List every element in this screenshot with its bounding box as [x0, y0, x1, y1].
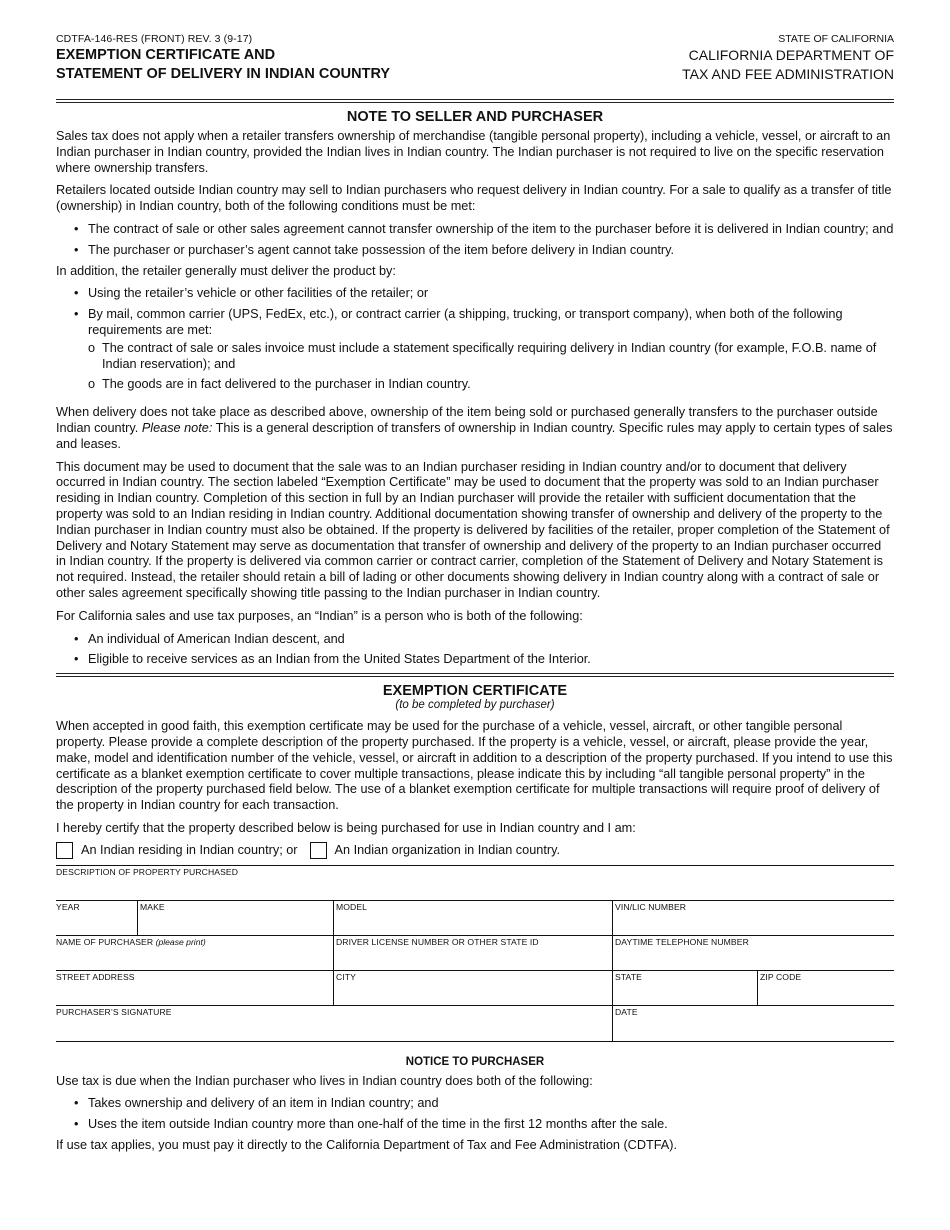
- list-item: o The contract of sale or sales invoice must include a statement specifically requiring delivery in Indian country (for example, F.O.B. name of Indian reservation); and: [88, 340, 877, 371]
- note-section: [56, 109, 894, 668]
- form-id: CDTFA-146-RES (FRONT) REV. 3 (9-17): [56, 33, 253, 45]
- indian-definition-list: [56, 632, 894, 669]
- indian-resident-checkbox[interactable]: [56, 842, 73, 859]
- signature-row: [56, 1006, 894, 1042]
- form-title-line1: EXEMPTION CERTIFICATE AND: [56, 47, 276, 63]
- signature-field[interactable]: PURCHASER’S SIGNATURE: [56, 1006, 172, 1017]
- double-divider: [56, 673, 894, 677]
- note-paragraph-3: In addition, the retailer generally must deliver the product by:: [56, 263, 396, 278]
- list-item: • By mail, common carrier (UPS, FedEx, etc.), or contract carrier (a shipping, trucking, or transport company), when both of the following requirements are met:: [74, 307, 843, 337]
- note-paragraph-1: Sales tax does not apply when a retailer transfers ownership of merchandise (tangible personal property), including a vehicle, vessel, or aircraft to an Indian purchaser in Indian country, provided the Indian lives in Indian country. The Indian purchaser is not required to live on the specific reservation where ownership transfers.: [56, 129, 891, 175]
- list-item: • Uses the item outside Indian country more than one-half of the time in the first 12 months after the sale.: [74, 1117, 668, 1132]
- date-field[interactable]: DATE: [612, 1006, 894, 1041]
- note-heading: NOTE TO SELLER AND PURCHASER: [346, 109, 604, 125]
- indian-organization-label: An Indian organization in Indian country.: [334, 843, 560, 858]
- notice-heading: NOTICE TO PURCHASER: [405, 1055, 545, 1068]
- indian-resident-label: An Indian residing in Indian country; or: [81, 843, 298, 858]
- state-field[interactable]: STATE: [612, 971, 757, 1005]
- address-row: [56, 971, 894, 1006]
- list-item: o The goods are in fact delivered to the purchaser in Indian country.: [88, 377, 471, 392]
- notice-section: [56, 1056, 894, 1154]
- purchaser-fields: [56, 865, 894, 1042]
- dept-line2: TAX AND FEE ADMINISTRATION: [682, 66, 894, 82]
- certificate-section: [56, 683, 894, 1042]
- indian-organization-checkbox[interactable]: [310, 842, 327, 859]
- form-page: [56, 32, 894, 1161]
- delivery-list: [56, 286, 894, 338]
- certificate-paragraph-2: I hereby certify that the property described below is being purchased for use in Indian country and I am:: [56, 820, 636, 835]
- state-label: STATE OF CALIFORNIA: [778, 33, 894, 45]
- purchaser-type-options: [56, 842, 894, 859]
- list-item: • An individual of American Indian descent, and: [74, 631, 345, 646]
- phone-field[interactable]: DAYTIME TELEPHONE NUMBER: [612, 936, 894, 970]
- purchaser-name-field[interactable]: NAME OF PURCHASER (please print): [56, 936, 206, 947]
- notice-paragraph-1: Use tax is due when the Indian purchaser who lives in Indian country does both of the following:: [56, 1073, 593, 1088]
- list-item: • Takes ownership and delivery of an item in Indian country; and: [74, 1096, 439, 1111]
- notice-paragraph-2: If use tax applies, you must pay it directly to the California Department of Tax and Fee Administration (CDTFA).: [56, 1138, 678, 1153]
- license-field[interactable]: DRIVER LICENSE NUMBER OR OTHER STATE ID: [333, 936, 612, 970]
- street-field[interactable]: STREET ADDRESS: [56, 971, 135, 982]
- note-paragraph-5: This document may be used to document that the sale was to an Indian purchaser residing in Indian country and/or to document that delivery occurred in Indian country. The section labeled “Exemption Certificate” may be used to document that the property was sold to an Indian purchaser residing in Indian country. Completion of this section in full by an Indian purchaser will provide the retailer with sufficient documentation that the property was sold to an Indian residing in Indian country. Additional documentation showing transfer of ownership and delivery of the property to the Indian purchaser in Indian country must also be obtained. If the property is delivered by facilities of the retailer, proper completion of the Statement of Delivery and Notary Statement may serve as documentation that transfer of ownership and delivery of the property to an Indian purchaser occurred in Indian country. If the property is delivered via common carrier or contract carrier, completion of the Statement of Delivery and Notary Statement is not required. Instead, the retailer should retain a bill of lading or other documents showing delivery in Indian country along with a contract of sale or other sales agreement specifically showing title passing to the Indian purchaser in Indian country.: [56, 459, 890, 600]
- vin-field[interactable]: VIN/LIC NUMBER: [612, 901, 894, 935]
- list-item: • Eligible to receive services as an Indian from the United States Department of the Interior.: [74, 652, 591, 667]
- form-title-line2: STATEMENT OF DELIVERY IN INDIAN COUNTRY: [56, 66, 391, 82]
- make-field[interactable]: MAKE: [137, 901, 333, 935]
- carrier-requirements-list: [56, 341, 894, 393]
- form-header: [56, 32, 894, 92]
- description-field[interactable]: DESCRIPTION OF PROPERTY PURCHASED: [56, 866, 239, 877]
- note-paragraph-4: When delivery does not take place as described above, ownership of the item being sold or purchased generally transfers to the purchaser outside Indian country. Please note: This is a general description of transfers of ownership in Indian country. Specific rules may apply to certain types of sales and leases.: [56, 405, 893, 451]
- year-field[interactable]: YEAR: [56, 901, 80, 912]
- conditions-list: [56, 222, 894, 259]
- description-row: [56, 866, 894, 901]
- city-field[interactable]: CITY: [333, 971, 612, 1005]
- certificate-subheading: (to be completed by purchaser): [395, 699, 555, 712]
- model-field[interactable]: MODEL: [333, 901, 612, 935]
- list-item: • Using the retailer’s vehicle or other facilities of the retailer; or: [74, 286, 429, 301]
- double-divider: [56, 99, 894, 103]
- zip-field[interactable]: ZIP CODE: [757, 971, 894, 1005]
- vehicle-row: [56, 901, 894, 936]
- notice-list: [56, 1096, 894, 1133]
- certificate-paragraph-1: When accepted in good faith, this exemption certificate may be used for the purchase of a vehicle, vessel, aircraft, or other tangible personal property. Please provide a complete description of the property purchased. If the property is a vehicle, vessel, or aircraft, please provide the year, make, model and identification number of the vehicle, vessel, or aircraft in addition to a description of the property purchased. If you intend to use this certificate as a blanket exemption certificate to cover multiple transactions, please indicate this by including “all tangible personal property” in the description of the property purchased field below. The use of a blanket exemption certificate for multiple transactions will require proof of delivery of the property in Indian country for each transaction.: [56, 719, 893, 813]
- note-paragraph-2: Retailers located outside Indian country may sell to Indian purchasers who request delivery in Indian country. For a sale to qualify as a transfer of title (ownership) in Indian country, both of the following conditions must be met:: [56, 183, 892, 214]
- note-paragraph-6: For California sales and use tax purposes, an “Indian” is a person who is both of the following:: [56, 608, 583, 623]
- certificate-heading: EXEMPTION CERTIFICATE: [382, 683, 568, 700]
- dept-line1: CALIFORNIA DEPARTMENT OF: [688, 47, 894, 63]
- agency-block: [682, 32, 894, 84]
- purchaser-row: [56, 936, 894, 971]
- list-item: • The purchaser or purchaser’s agent cannot take possession of the item before delivery in Indian country.: [74, 242, 675, 257]
- list-item: • The contract of sale or other sales agreement cannot transfer ownership of the item to the purchaser before it is delivered in Indian country; and: [74, 221, 894, 236]
